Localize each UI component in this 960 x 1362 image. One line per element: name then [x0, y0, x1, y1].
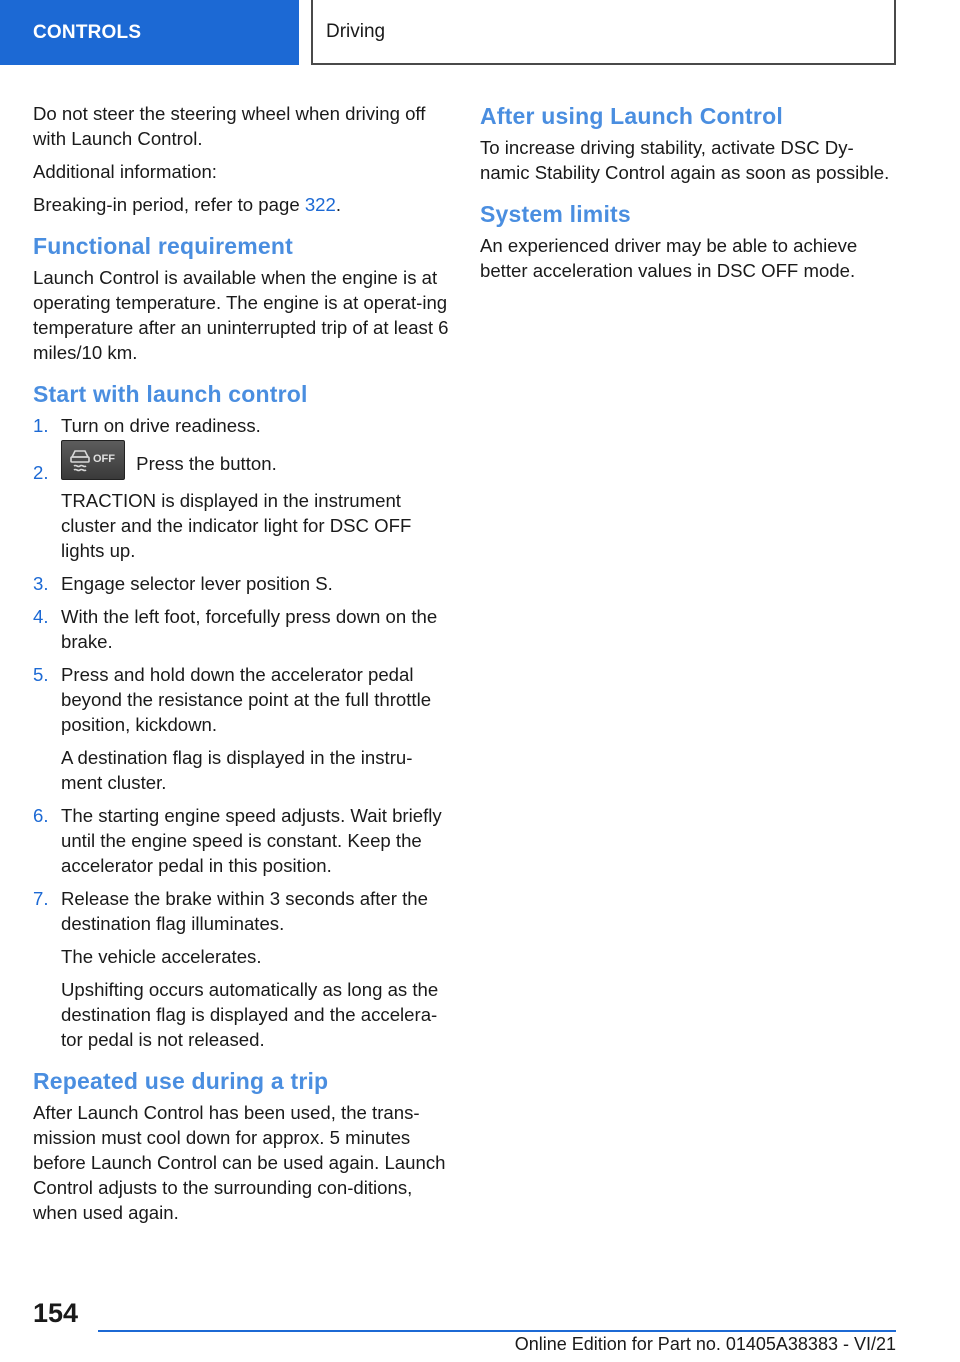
- intro-paragraph: Do not steer the steering wheel when driving off with Launch Control.: [33, 103, 426, 149]
- after-launch-control-text: To increase driving stability, activate DSC Dy-namic Stability Control again as soon as possible.: [480, 137, 890, 183]
- step-number: 7.: [33, 888, 49, 909]
- step-text: Release the brake within 3 seconds after the destination flag illuminates.: [61, 888, 428, 934]
- list-item: [33, 803, 451, 878]
- dsc-off-label: OFF: [93, 453, 115, 465]
- heading-functional-requirement: Functional requirement: [33, 233, 293, 259]
- step-text: Press the button.: [136, 452, 277, 474]
- step-number: 4.: [33, 606, 49, 627]
- section-title: CONTROLS: [33, 21, 142, 43]
- step-number: 1.: [33, 415, 49, 436]
- step-subtext: A destination flag is displayed in the instru-ment cluster.: [61, 747, 413, 793]
- breakin-reference: [33, 192, 451, 217]
- step-number: 5.: [33, 664, 49, 685]
- step-text: Turn on drive readiness.: [61, 415, 261, 436]
- functional-requirement-text: Launch Control is available when the engine is at operating temperature. The engine is at operat-ing temperature after an uninterrupted trip of at least 6 miles/10 km.: [33, 267, 449, 363]
- additional-info-label: Additional information:: [33, 161, 217, 182]
- dsc-off-button-icon: [61, 440, 125, 480]
- heading-repeated-use: Repeated use during a trip: [33, 1068, 329, 1094]
- left-column: [33, 101, 451, 1233]
- list-item: [33, 446, 451, 563]
- step-subtext: TRACTION is displayed in the instrument cluster and the indicator light for DSC OFF lights up.: [61, 490, 412, 561]
- list-item: [33, 604, 451, 654]
- system-limits-text: An experienced driver may be able to achieve better acceleration values in DSC OFF mode.: [480, 235, 858, 281]
- breakin-suffix: .: [335, 194, 342, 215]
- heading-start-launch-control: Start with launch control: [33, 381, 308, 407]
- right-column: [480, 101, 900, 291]
- step-subtext: The vehicle accelerates.: [61, 946, 262, 967]
- list-item: [33, 413, 451, 438]
- repeated-use-text: After Launch Control has been used, the trans-mission must cool down for approx. 5 minutes before Launch Control can be used again. Launch Control adjusts to the surrounding con-ditions, when used again.: [33, 1102, 446, 1223]
- chapter-tab: [311, 0, 896, 65]
- step-text: Engage selector lever position S.: [61, 573, 333, 594]
- step-text: Press and hold down the accelerator pedal beyond the resistance point at the full throttle position, kickdown.: [61, 664, 432, 735]
- step-subtext: Upshifting occurs automatically as long as the destination flag is displayed and the accelera-tor pedal is not released.: [61, 979, 439, 1050]
- step-number: 2.: [33, 462, 49, 483]
- section-tab: [0, 0, 299, 65]
- page-link[interactable]: 322: [304, 194, 336, 215]
- page-number: 154: [33, 1298, 79, 1328]
- step-number: 6.: [33, 805, 49, 826]
- chapter-title: Driving: [326, 20, 386, 42]
- footer-edition: Online Edition for Part no. 01405A38383 - VI/21: [514, 1334, 896, 1354]
- heading-system-limits: System limits: [480, 201, 631, 227]
- launch-steps-list: [33, 413, 451, 1052]
- breakin-prefix: Breaking-in period, refer to page: [33, 194, 305, 215]
- step-number: 3.: [33, 573, 49, 594]
- list-item: [33, 886, 451, 1052]
- list-item: [33, 571, 451, 596]
- footer-divider: [98, 1330, 896, 1332]
- step-text: With the left foot, forcefully press down on the brake.: [61, 606, 438, 652]
- step-text: The starting engine speed adjusts. Wait briefly until the engine speed is constant. Keep the accelerator pedal in this position.: [61, 805, 442, 876]
- heading-after-launch-control: After using Launch Control: [480, 103, 783, 129]
- list-item: [33, 662, 451, 795]
